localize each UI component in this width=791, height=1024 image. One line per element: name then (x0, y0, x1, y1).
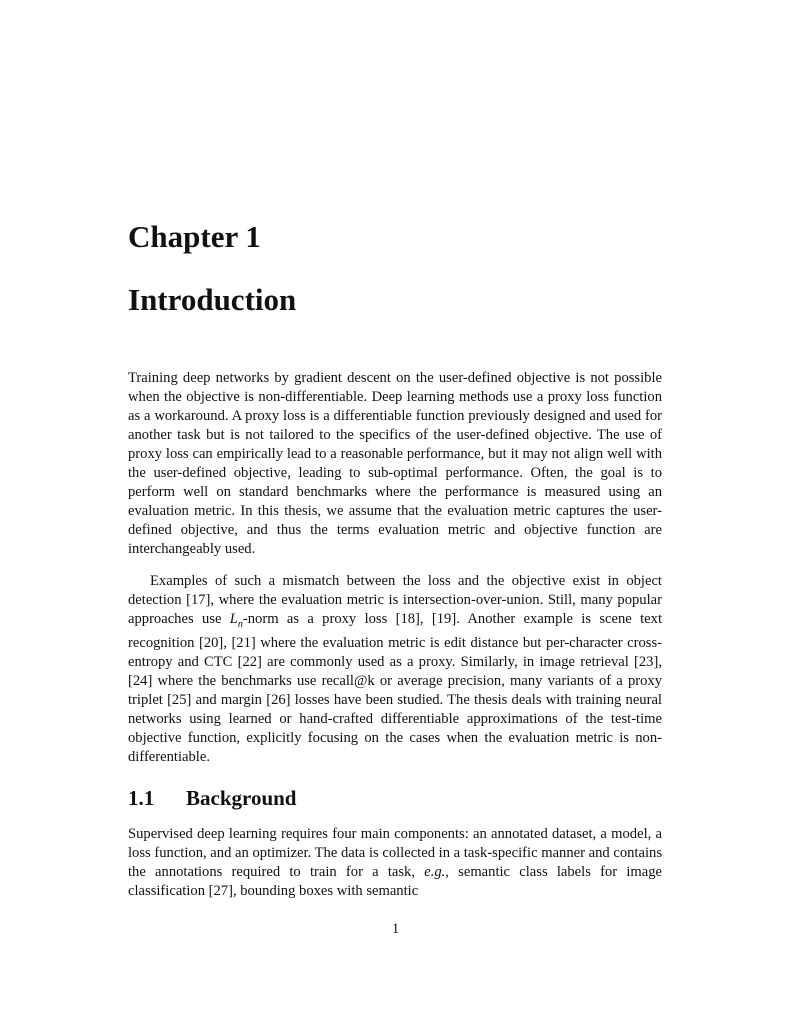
section-number: 1.1 (128, 786, 155, 810)
page-number: 1 (391, 921, 400, 937)
background-paragraph-text-b: semantic class labels for image classification [27], bounding boxes with semantic (128, 864, 662, 899)
section-heading (128, 785, 297, 811)
intro-paragraph-2 (128, 572, 662, 767)
intro-paragraph-2-text-a: Examples of such a mismatch between the loss and the objective exist in object detection [17], where the evaluation metric is intersection-over-union. Still, many popular approaches use (128, 573, 662, 627)
chapter-label: Chapter 1 (128, 219, 261, 254)
intro-paragraph-1: Training deep networks by gradient descent on the user-defined objective is not possible when the objective is non-differentiable. Deep learning methods use a proxy loss function as a workaround. A proxy loss is a differentiable function previously designed and used for another task but is not tailored to the specifics of the user-defined objective. The use of proxy loss can empirically lead to a reasonable performance, but it may not align well with the user-defined objective, leading to sub-optimal performance. Often, the goal is to perform well on standard benchmarks where the performance is measured using an evaluation metric. In this thesis, we assume that the evaluation metric captures the user-defined objective, and thus the terms evaluation metric and objective function are interchangeably used. (128, 370, 662, 557)
intro-paragraph-2-text-b: -norm as a proxy loss [18], [19]. Another example is scene text recognition [20], [21] where the evaluation metric is edit distance but per-character cross-entropy and CTC [22] are commonly used as a proxy. Similarly, in image retrieval [23], [24] where the benchmarks use recall@k or average precision, many variants of a proxy triplet [25] and margin [26] losses have been studied. The thesis deals with training neural networks using learned or hand-crafted differentiable approximations of the test-time objective function, explicitly focusing on the cases when the evaluation metric is non-differentiable. (128, 611, 663, 765)
math-variable-l: L (229, 611, 238, 627)
background-paragraph-text-a: Supervised deep learning requires four main components: an annotated dataset, a model, a loss function, and an optimizer. The data is collected in a task-specific manner and contains the annotations required to train for a task, (128, 826, 662, 880)
background-paragraph (128, 825, 662, 901)
eg-italic: e.g., (424, 864, 449, 880)
chapter-title: Introduction (128, 282, 297, 317)
math-subscript-n: n (237, 618, 243, 630)
section-title: Background (186, 786, 297, 810)
